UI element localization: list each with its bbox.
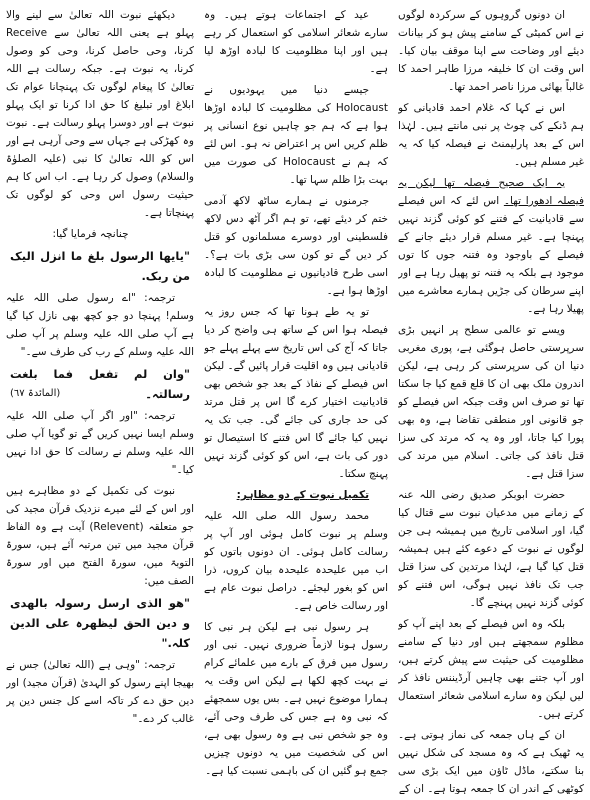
paragraph: تو یہ طے ہونا تھا کہ جس روز یہ فیصلہ ہوا اس کے ساتھ ہی واضح کر دیا جاتا کہ آج کی اس تاریخ سے پہلے پہلے جو قادیانی ہیں وہ اقلیت قرار پائیں گے۔ لیکن اس فیصلے کے نفاذ کے بعد جو شخص بھی قادیانیت اختیار کرے گا اس پر قتل مرتد کی حد جاری کی جائے گی۔ جب تک یہ نہیں کیا جائے گا اس فتنے کا استیصال تو دور کی بات ہے، اس کو کوئی گزند نہیں پہنچ سکتا۔ xyxy=(204,306,388,480)
paragraph: عید کے اجتماعات ہوتے ہیں۔ وہ سارے شعائر اسلامی کو استعمال کر رہے ہیں اور اپنا مظلومیت کا لبادہ اوڑھ لیا ہے۔ xyxy=(204,9,388,75)
paragraph xyxy=(398,174,584,318)
verse-line: و دین الحق لیظھرہ علی الدین کلہ." xyxy=(10,616,190,650)
quran-verse xyxy=(10,593,190,653)
quran-verse xyxy=(10,364,190,404)
paragraph: ہر رسول نبی ہے لیکن ہر نبی کا رسول ہونا لازماً ضروری نہیں۔ نبی اور رسول میں فرق کے بارے میں علمائے کرام نے بہت کچھ لکھا ہے لیکن اس وقت یہ ہمارا موضوع نہیں ہے۔ بس یوں سمجھئے کہ نبی وہ ہے جس کی طرف وحی آئے، وہ جو شخص نبی ہے وہ رسول بھی ہے، اس کی شخصیت میں یہ دونوں چیزیں جمع ہو گئیں ان کی باہمی نسبت کیا ہے۔ xyxy=(204,621,388,777)
paragraph: ان دونوں گروہوں کے سرکردہ لوگوں نے اس کمیٹی کے سامنے پیش ہو کر بیانات دیئے اور وضاحت سے اپنا موقف بیان کیا۔ اس وقت ان کا خلیفہ مرزا طاہر احمد کا غالباً بھائی مرزا ناصر احمد تھا۔ xyxy=(398,9,584,93)
paragraph: دیکھئے نبوت اللہ تعالیٰ سے لینے والا پہلو ہے یعنی اللہ تعالیٰ سے Receive کرنا، وحی حاصل کرنا، وحی کو وصول کرنا، یہ نبوت ہے۔ جبکہ رسالت ہے اللہ تعالیٰ کا پیغام لوگوں تک پہنچانا عوام تک ابلاغ اور تبلیغ کا حق ادا کرنا تو ایک پہلو نبوت ہے اور دوسرا پہلو رسالت ہے۔ نبوت وہ کھڑکی ہے جہاں سے وحی آرہی ہے اور اس کو اللہ تعالیٰ کا نبی (علیہ الصلوٰۃ والسلام) وصول کر رہا ہے۔ اب اس کا ہم حیثیت رسول اس وحی کو لوگوں تک پہنچاتا ہے۔ xyxy=(6,9,194,219)
paragraph: نبوت کی تکمیل کے دو مظاہرے ہیں اور اس کے لئے میرے نزدیک قرآن مجید کی جو متعلقہ (Relevent) آیت ہے وہ الفاظ قرآن مجید میں تین مرتبہ آئے ہیں، سورۃ التوبۃ میں، سورۃ الفتح میں اور سورۃ الصف میں: xyxy=(6,485,194,587)
paragraph: جیسے دنیا میں یہودیوں نے Holocaust کی مظلومیت کا لبادہ اوڑھا ہوا ہے کہ ہم جو چاہیں نوع انسانی پر ظلم کریں اس پر اعتراض نہ ہو۔ اس لئے کہ ہم نے Holocaust کی صورت میں بہت بڑا ظلم سہا تھا۔ xyxy=(204,84,388,186)
verse-line xyxy=(10,384,190,404)
translation: ترجمہ: "وہی ہے (اللہ تعالیٰ) جس نے بھیجا اپنے رسول کو الہدیٰ (قرآن مجید) اور دین حق دے کر تاکہ اسے کل جنس دین پر غالب کر دے۔" xyxy=(6,659,194,725)
verse-line: "یایھا الرسول بلغ ما انزل الیک xyxy=(10,249,190,263)
paragraph: ویسے تو عالمی سطح پر انہیں بڑی سرپرستی حاصل ہوگئی ہے، پوری مغربی دنیا ان کی سرپرستی کر رہی ہے، لیکن اندرون ملک بھی ان کا قلع قمع کیا جا سکتا تھا تو صرف اس وقت جبکہ اس فیصلے کو جو قانونی اور منطقی تقاضا ہے، وہ بھی پورا کیا جاتا، اور وہ یہ کہ مرتد کی سزا قتل نافذ کی جاتی۔ اسلام میں مرتد کی سزا قتل ہے۔ xyxy=(398,324,584,480)
quote-intro: چنانچہ فرمایا گیا: xyxy=(52,228,129,240)
translation: ترجمہ: "اور اگر آپ صلی اللہ علیہ وسلم ایسا نہیں کریں گے تو گویا آپ صلی اللہ علیہ وسلم نے رسالت کا حق ادا نہیں کیا۔" xyxy=(6,410,194,476)
column-middle xyxy=(204,6,388,794)
paragraph: اس نے کہا کہ غلام احمد قادیانی کو ہم ڈنکے کی چوٹ پر نبی مانتے ہیں۔ لہٰذا اس کے بعد پارلیمنٹ نے فیصلہ کیا کہ یہ غیر مسلم ہیں۔ xyxy=(398,102,584,168)
section-heading: تکمیل نبوت کے دو مظاہر: xyxy=(236,489,370,501)
paragraph: محمد رسول اللہ صلی اللہ علیہ وسلم پر نبوت کامل ہوئی اور آپ پر رسالت کامل ہوئی۔ ان دونوں باتوں کو اب میں علیحدہ علیحدہ بیان کروں، ذرا اس کو بغور لیجئے۔ دراصل نبوت عام ہے اور رسالت خاص ہے۔ xyxy=(204,510,388,612)
verse-text: رسالتہ۔ xyxy=(145,387,190,401)
verse-line: "وان لم تفعل فما بلغت xyxy=(10,367,190,381)
paragraph: جرمنوں نے ہمارے ساٹھ لاکھ آدمی ختم کر دیئے تھے، تو ہم اگر آٹھ دس لاکھ فلسطینی اور دوسرے مسلمانوں کو قتل کر دیں گے تو کون سی بڑی بات ہے؟۔ اسی طرح قادیانیوں نے مظلومیت کا لبادہ اوڑھا ہوا ہے۔ xyxy=(204,195,388,297)
verse-line: من ربک. xyxy=(141,269,190,283)
column-right xyxy=(398,6,584,794)
translation: ترجمہ: "اے رسول صلی اللہ علیہ وسلم! پہنچا دو جو کچھ بھی نازل کیا گیا ہے آپ صلی اللہ علیہ وسلم پر آپ صلی اللہ علیہ وسلم کے رب کی طرف سے۔" xyxy=(6,292,194,358)
verse-reference: (المائدۃ ٦٧) xyxy=(10,388,61,399)
paragraph: حضرت ابوبکر صدیق رضی اللہ عنہ کے زمانے میں مدعیان نبوت سے قتال کیا گیا، اور اسلامی تاریخ میں ہمیشہ ہی جن لوگوں نے نبوت کے دعوے کئے ہیں ہمیشہ قتل کیا گیا ہے، لہٰذا مرتدین کی سزا قتل جب تک نافذ نہیں ہوگی، اس فتنے کو کوئی گزند نہیں پہنچے گا۔ xyxy=(398,489,584,609)
emphasized-sentence: یہ ایک صحیح فیصلہ تھا لیکن یہ فیصلہ ادھورا تھا۔ xyxy=(398,177,584,207)
paragraph: بلکہ وہ اس فیصلے کے بعد اپنے آپ کو مظلوم سمجھتے ہیں اور دنیا کے سامنے مظلومیت کی حیثیت سے پیش کرتے ہیں، اور آپ جتنے بھی چاہیں آرڈیننس نافذ کر لیں لیکن وہ سارے اسلامی شعائر استعمال کرتے ہیں۔ xyxy=(398,618,584,720)
column-left xyxy=(6,6,194,794)
paragraph: ان کے ہاں جمعہ کی نماز ہوتی ہے۔ یہ ٹھیک ہے کہ وہ مسجد کی شکل نہیں بنا سکتے، ماڈل ٹاؤن میں ایک بڑی سی کوٹھی کے اندر ان کا جمعہ ہوتا ہے۔ ان کے xyxy=(398,729,584,794)
paragraph-text: اس لئے کہ اس فیصلے سے قادیانیت کے فتنے کو کوئی گزند نہیں پہنچا ہے۔ غیر مسلم قرار دیئے جانے کے فیصلے کے باوجود وہ فتنہ جوں کا توں موجود ہے بلکہ یہ فتنہ تو پھیل رہا ہے اور اپنے سرطان کی جڑیں ہمارے معاشرے میں پھیلا رہا ہے۔ xyxy=(398,195,584,315)
quran-verse xyxy=(10,246,190,286)
verse-line: "ھو الذی ارسل رسولہ بالھدی xyxy=(10,596,190,610)
